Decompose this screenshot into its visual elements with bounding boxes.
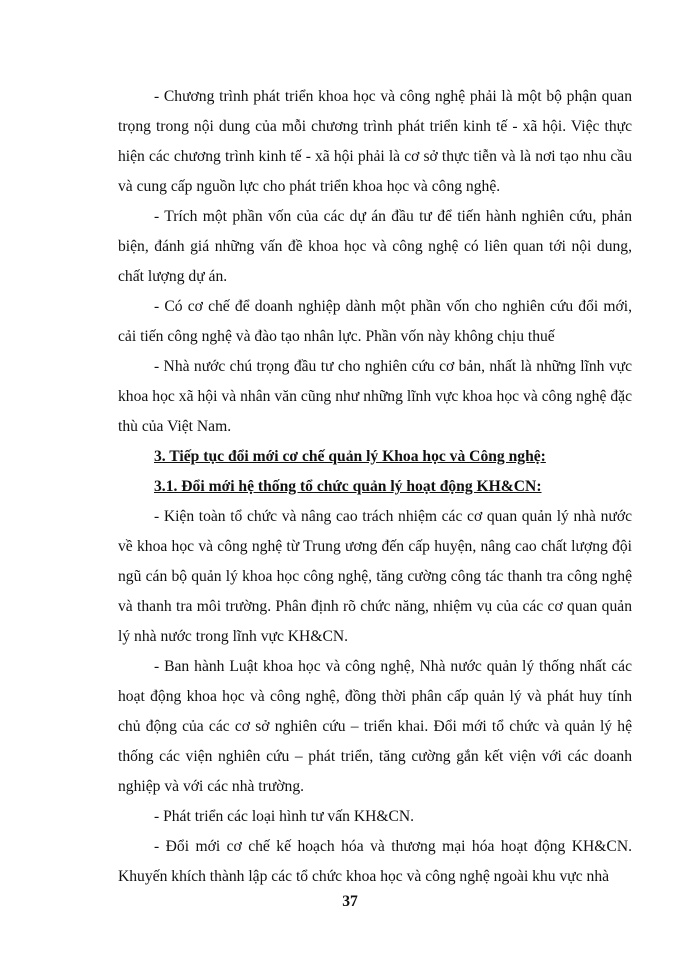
paragraph-planning-commercialization: - Đổi mới cơ chế kế hoạch hóa và thương mại hóa hoạt động KH&CN. Khuyến khích thành lập các tổ chức khoa học và công nghệ ngoài khu vực nhà bbox=[118, 838, 632, 885]
paragraph-enterprise-capital: - Có cơ chế để doanh nghiệp dành một phần vốn cho nghiên cứu đổi mới, cải tiến công nghệ và đào tạo nhân lực. Phần vốn này không chịu thuế bbox=[118, 298, 632, 345]
paragraph-science-law: - Ban hành Luật khoa học và công nghệ, Nhà nước quản lý thống nhất các hoạt động khoa học và công nghệ, đồng thời phân cấp quản lý và phát huy tính chủ động của các cơ sở nghiên cứu – triển khai. Đổi mới tổ chức và quản lý hệ thống các viện nghiên cứu – phát triển, tăng cường gắn kết viện với các doanh nghiệp và với các nhà trường. bbox=[118, 658, 632, 795]
section-heading-3-1: 3.1. Đổi mới hệ thống tổ chức quản lý hoạt động KH&CN: bbox=[154, 478, 542, 495]
section-heading-3: 3. Tiếp tục đổi mới cơ chế quản lý Khoa học và Công nghệ: bbox=[154, 448, 546, 465]
paragraph-consulting: - Phát triển các loại hình tư vấn KH&CN. bbox=[154, 808, 415, 825]
document-body bbox=[118, 82, 632, 892]
page-number: 37 bbox=[342, 893, 358, 910]
paragraph-program-development: - Chương trình phát triển khoa học và công nghệ phải là một bộ phận quan trọng trong nội dung của mỗi chương trình phát triển kinh tế - xã hội. Việc thực hiện các chương trình kinh tế - xã hội phải là cơ sở thực tiễn và là nơi tạo nhu cầu và cung cấp nguồn lực cho phát triển khoa học và công nghệ. bbox=[118, 88, 632, 195]
paragraph-investment-capital: - Trích một phần vốn của các dự án đầu tư để tiến hành nghiên cứu, phản biện, đánh giá những vấn đề khoa học và công nghệ có liên quan tới nội dung, chất lượng dự án. bbox=[118, 208, 632, 285]
paragraph-strengthen-organization: - Kiện toàn tổ chức và nâng cao trách nhiệm các cơ quan quản lý nhà nước về khoa học và công nghệ từ Trung ương đến cấp huyện, nâng cao chất lượng đội ngũ cán bộ quản lý khoa học công nghệ, tăng cường công tác thanh tra công nghệ và thanh tra môi trường. Phân định rõ chức năng, nhiệm vụ của các cơ quan quản lý nhà nước trong lĩnh vực KH&CN. bbox=[118, 508, 632, 645]
paragraph-basic-research: - Nhà nước chú trọng đầu tư cho nghiên cứu cơ bản, nhất là những lĩnh vực khoa học xã hội và nhân văn cũng như những lĩnh vực khoa học và công nghệ đặc thù của Việt Nam. bbox=[118, 358, 632, 435]
